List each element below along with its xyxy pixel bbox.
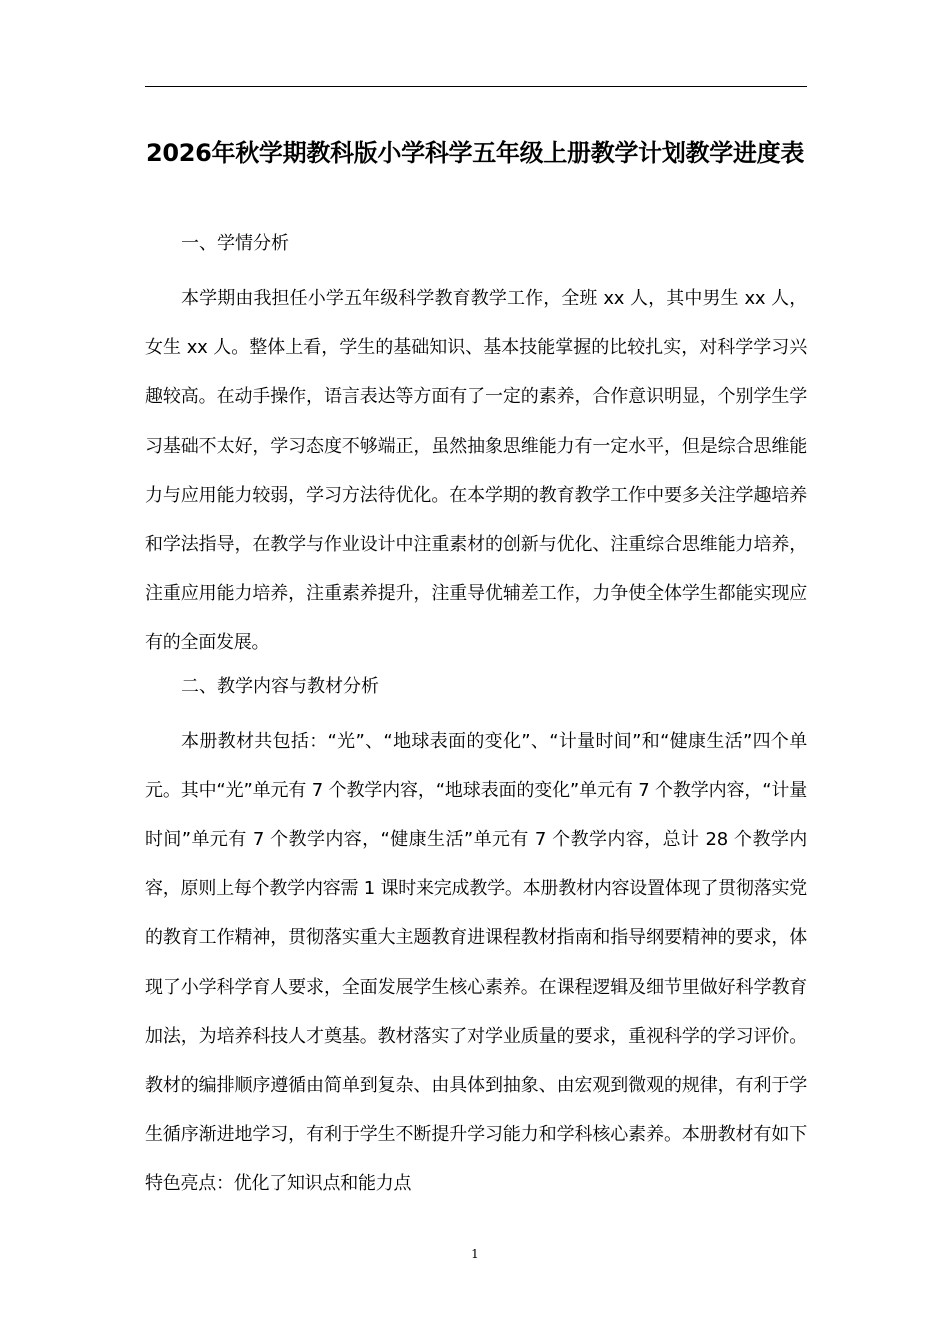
section-heading-learning-analysis: 一、学情分析 xyxy=(181,233,289,254)
paragraph-content-analysis: 本册教材共包括：“光”、“地球表面的变化”、“计量时间”和“健康生活”四个单元。其中“光”单元有 7 个教学内容，“地球表面的变化”单元有 7 个教学内容，“计量时间”单元有 7 个教学内容，“健康生活”单元有 7 个教学内容，总计 28 个教学内容，原则上每个教学内容需 1 课时来完成教学。本册教材内容设置体现了贯彻落实党的教育工作精神，贯彻落实重大主题教育进课程教材指南和指导纲要精神的要求，体现了小学科学育人要求，全面发展学生核心素养。在课程逻辑及细节里做好科学教育加法，为培养科技人才奠基。教材落实了对学业质量的要求，重视科学的学习评价。教材的编排顺序遵循由简单到复杂、由具体到抽象、由宏观到微观的规律，有利于学生循序渐进地学习，有利于学生不断提升学习能力和学科核心素养。本册教材有如下特色亮点：优化了知识点和能力点 xyxy=(145,730,807,1195)
section-heading-content-analysis: 二、教学内容与教材分析 xyxy=(181,675,379,697)
header-rule xyxy=(145,86,807,87)
document-title: 2026年秋学期教科版小学科学五年级上册教学计划教学进度表 xyxy=(145,139,805,168)
document-body xyxy=(145,225,807,1209)
page-number: 1 xyxy=(471,1247,479,1261)
paragraph-learning-analysis: 本学期由我担任小学五年级科学教育教学工作，全班 xx 人，其中男生 xx 人，女生 xx 人。整体上看，学生的基础知识、基本技能掌握的比较扎实，对科学学习兴趣较高。在动手操作，语言表达等方面有了一定的素养，合作意识明显，个别学生学习基础不太好，学习态度不够端正，虽然抽象思维能力有一定水平，但是综合思维能力与应用能力较弱，学习方法待优化。在本学期的教育教学工作中要多关注学趣培养和学法指导，在教学与作业设计中注重素材的创新与优化、注重综合思维能力培养，注重应用能力培养，注重素养提升，注重导优辅差工作，力争使全体学生都能实现应有的全面发展。 xyxy=(145,288,807,654)
